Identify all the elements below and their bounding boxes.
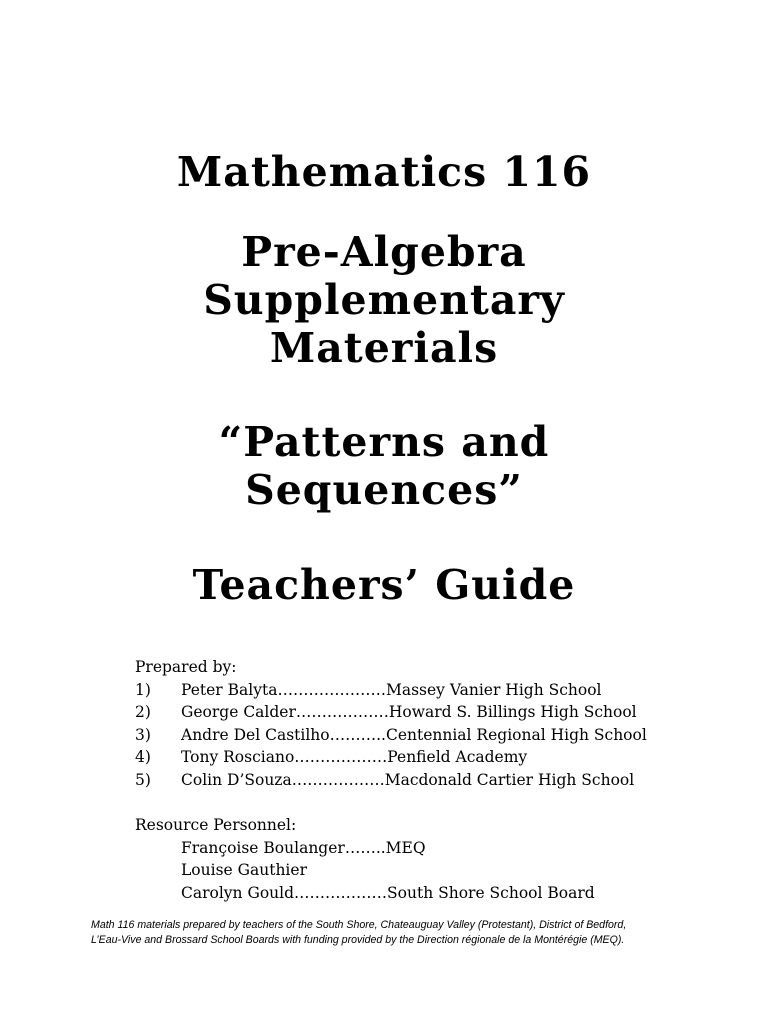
author-name: Andre Del Castilho: [181, 725, 330, 744]
author-row: [135, 724, 695, 747]
author-school: Centennial Regional High School: [385, 725, 647, 744]
subtitle-line: Supplementary: [203, 276, 565, 324]
funding-footnote: [91, 918, 691, 948]
resource-row: [135, 882, 695, 905]
resource-name: Carolyn Gould: [181, 883, 295, 902]
author-number: 1): [135, 680, 151, 699]
topic-line: “Patterns and: [218, 418, 550, 466]
resource-personnel-label: Resource Personnel:: [135, 816, 297, 835]
author-name: George Calder: [181, 703, 296, 722]
course-title: Mathematics 116: [176, 148, 592, 196]
author-row: [135, 769, 695, 792]
author-name: Peter Balyta: [181, 680, 278, 699]
subtitle-line: Pre-Algebra: [241, 228, 527, 276]
author-school: Howard S. Billings High School: [388, 703, 637, 722]
author-number: 4): [135, 748, 151, 767]
author-row: [135, 746, 695, 769]
author-school: Massey Vanier High School: [385, 680, 602, 699]
author-school: Macdonald Cartier High School: [384, 770, 635, 789]
guide-title: Teachers’ Guide: [192, 561, 576, 609]
resource-org: MEQ: [385, 838, 426, 857]
leader-dots: ………………: [294, 883, 388, 902]
author-number: 3): [135, 725, 151, 744]
topic-title: [0, 418, 768, 514]
author-row: [135, 679, 695, 702]
author-school: Penfield Academy: [387, 748, 528, 767]
author-name: Colin D’Souza: [181, 770, 292, 789]
spacer: [135, 792, 695, 815]
leader-dots: ………..: [329, 725, 386, 744]
leader-dots: ………………: [294, 748, 388, 767]
resource-name: Françoise Boulanger: [181, 838, 345, 857]
leader-dots: ………………: [291, 770, 385, 789]
topic-line: Sequences”: [245, 466, 523, 514]
resource-row: [135, 859, 695, 882]
author-name: Tony Rosciano: [181, 748, 295, 767]
leader-dots: …………………: [277, 680, 386, 699]
subtitle: [0, 228, 768, 372]
author-number: 5): [135, 770, 151, 789]
author-number: 2): [135, 703, 151, 722]
prepared-by-label: Prepared by:: [135, 658, 237, 676]
leader-dots: ……..: [344, 838, 386, 857]
credits-section: [135, 656, 695, 905]
resource-row: [135, 837, 695, 860]
footnote-line: Math 116 materials prepared by teachers of the South Shore, Chateauguay Valley (Protestant), District of Bedford,: [91, 919, 627, 931]
resource-name: Louise Gauthier: [181, 861, 307, 880]
leader-dots: ………………: [295, 703, 389, 722]
resource-org: South Shore School Board: [387, 883, 595, 902]
author-row: [135, 701, 695, 724]
footnote-line: L’Eau-Vive and Brossard School Boards with funding provided by the Direction régionale de la Montérégie (MEQ).: [91, 934, 625, 946]
subtitle-line: Materials: [269, 324, 499, 372]
